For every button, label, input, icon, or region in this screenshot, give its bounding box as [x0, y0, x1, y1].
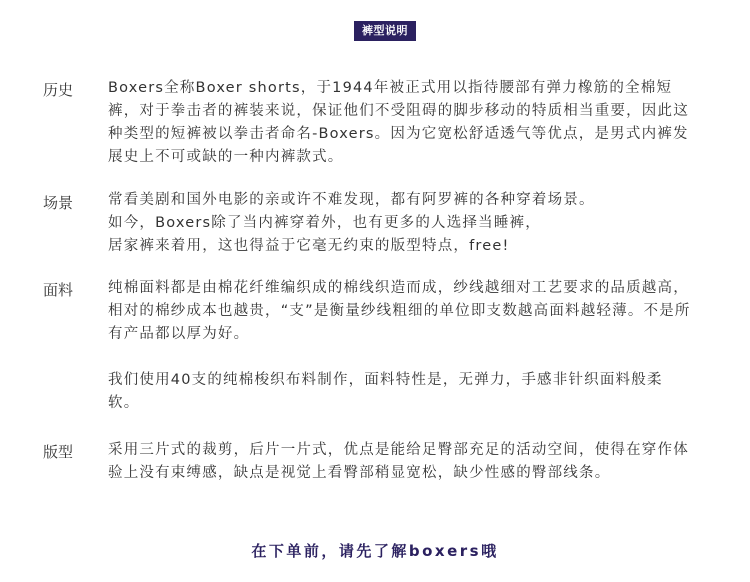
fabric-paragraph-1: 纯棉面料都是由棉花纤维编织成的棉线织造而成，纱线越细对工艺要求的品质越高，相对的棉纱成本也越贵，“支”是衡量纱线粗细的单位即支数越高面料越轻薄。不是所有产品都以厚为好。	[108, 280, 691, 342]
cut-body	[108, 439, 693, 485]
cut-paragraph: 采用三片式的裁剪，后片一片式，优点是能给足臀部充足的活动空间，使得在穿作体验上没有束缚感，缺点是视觉上看臀部稍显宽松，缺少性感的臀部线条。	[108, 442, 689, 481]
cut-label: 版型	[43, 443, 74, 461]
scene-line-3: 居家裤来着用，这也得益于它毫无约束的版型特点，free!	[108, 238, 510, 254]
scene-line-2: 如今，Boxers除了当内裤穿着外，也有更多的人选择当睡裤，	[108, 215, 541, 231]
fabric-paragraph-2: 我们使用40支的纯棉梭织布料制作，面料特性是，无弹力，手感非针织面料般柔软。	[108, 372, 663, 411]
footer-note: 在下单前，请先了解boxers哦	[251, 542, 499, 560]
fabric-body-2	[108, 369, 693, 415]
scene-label: 场景	[43, 194, 74, 212]
history-paragraph: Boxers全称Boxer shorts，于1944年被正式用以指待腰部有弹力橡筋的全棉短裤，对于拳击者的裤装来说，保证他们不受阻碍的脚步移动的特质相当重要，因此这种类型的短裤被以拳击者命名-Boxers。因为它宽松舒适透气等优点，是男式内裤发展史上不可或缺的一种内裤款式。	[108, 80, 689, 165]
section-title-badge: 裤型说明	[354, 21, 416, 41]
history-body	[108, 77, 693, 169]
scene-body	[108, 189, 693, 258]
fabric-body	[108, 277, 693, 346]
fabric-label: 面料	[43, 281, 74, 299]
scene-line-1: 常看美剧和国外电影的亲或许不难发现，都有阿罗裤的各种穿着场景。	[108, 192, 595, 208]
history-label: 历史	[43, 81, 74, 99]
